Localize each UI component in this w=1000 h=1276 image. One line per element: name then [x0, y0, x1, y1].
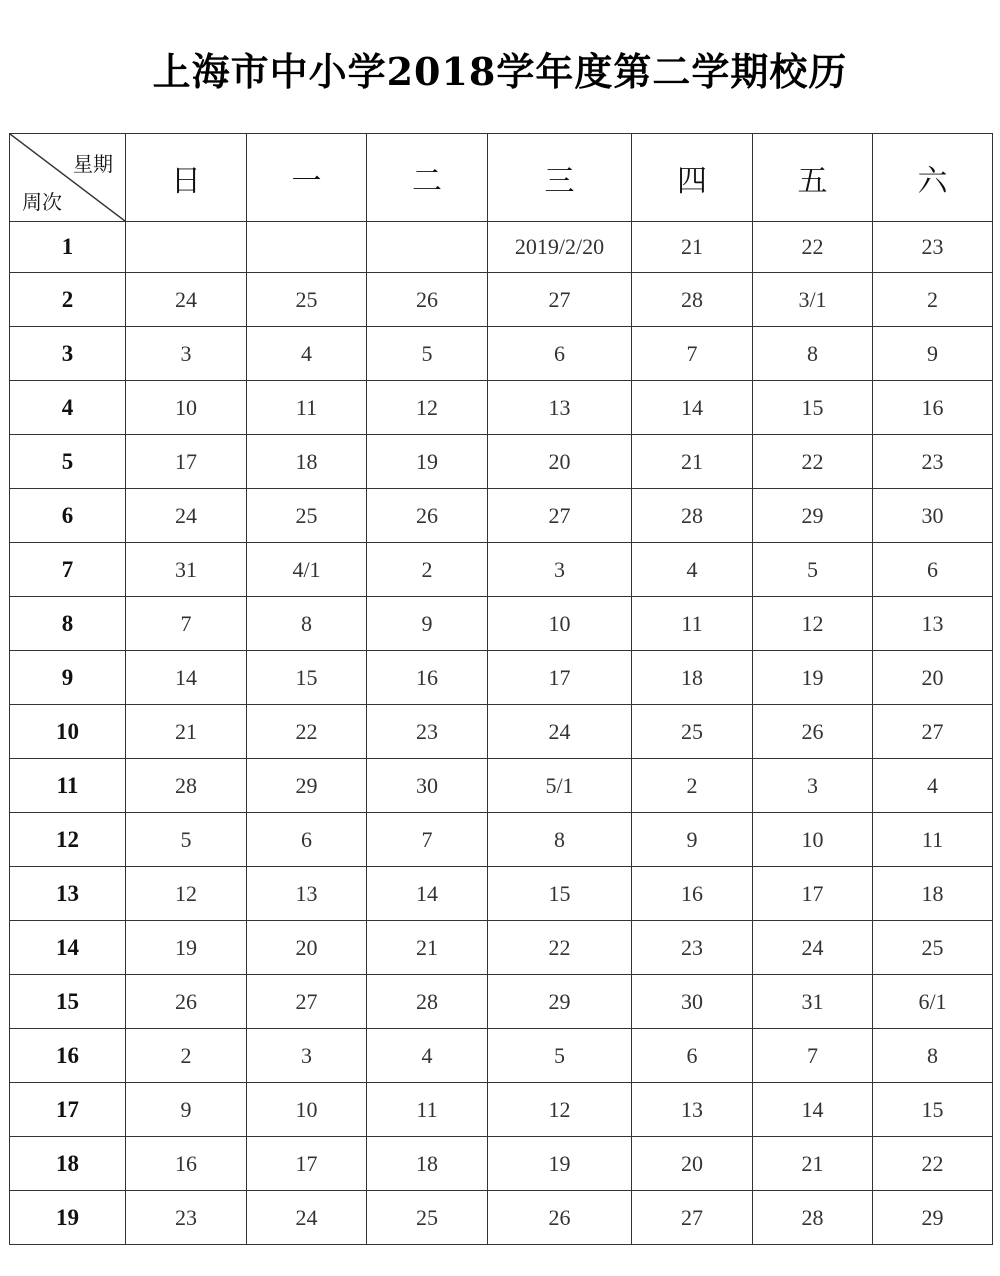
date-cell-fri: 19: [753, 651, 873, 705]
date-cell-fri: 28: [753, 1191, 873, 1245]
week-number-cell: 10: [10, 705, 126, 759]
week-row: [10, 435, 993, 489]
date-cell-thu: 7: [632, 327, 753, 381]
date-cell-mon: 15: [247, 651, 367, 705]
week-number-cell: 16: [10, 1029, 126, 1083]
date-cell-wed: 6: [488, 327, 632, 381]
date-cell-tue: 9: [367, 597, 488, 651]
date-cell-sun: 12: [126, 867, 247, 921]
week-row: [10, 1083, 993, 1137]
day-header-fri: 五: [753, 134, 873, 222]
date-cell-thu: 6: [632, 1029, 753, 1083]
date-cell-sat: 20: [873, 651, 993, 705]
date-cell-tue: 19: [367, 435, 488, 489]
week-number-axis-label: 周次: [22, 190, 62, 214]
week-number-cell: 5: [10, 435, 126, 489]
date-cell-thu: 27: [632, 1191, 753, 1245]
date-cell-tue: 28: [367, 975, 488, 1029]
date-cell-sun: 7: [126, 597, 247, 651]
day-header-mon: 一: [247, 134, 367, 222]
date-cell-tue: 18: [367, 1137, 488, 1191]
date-cell-mon: 10: [247, 1083, 367, 1137]
date-cell-mon: 25: [247, 273, 367, 327]
date-cell-sat: 29: [873, 1191, 993, 1245]
date-cell-wed: 15: [488, 867, 632, 921]
date-cell-fri: 3: [753, 759, 873, 813]
date-cell-sat: 9: [873, 327, 993, 381]
date-cell-tue: 30: [367, 759, 488, 813]
week-row: [10, 222, 993, 273]
week-row: [10, 921, 993, 975]
date-cell-tue: 21: [367, 921, 488, 975]
date-cell-sun: 3: [126, 327, 247, 381]
day-header-tue: 二: [367, 134, 488, 222]
date-cell-wed: 29: [488, 975, 632, 1029]
date-cell-wed: 5: [488, 1029, 632, 1083]
date-cell-fri: 7: [753, 1029, 873, 1083]
header-row: [10, 134, 993, 222]
date-cell-thu: 18: [632, 651, 753, 705]
week-number-cell: 9: [10, 651, 126, 705]
date-cell-thu: 30: [632, 975, 753, 1029]
date-cell-mon: 25: [247, 489, 367, 543]
date-cell-mon: 29: [247, 759, 367, 813]
date-cell-thu: 13: [632, 1083, 753, 1137]
week-number-cell: 6: [10, 489, 126, 543]
week-row: [10, 1029, 993, 1083]
date-cell-mon: 20: [247, 921, 367, 975]
date-cell-wed: 8: [488, 813, 632, 867]
date-cell-thu: 11: [632, 597, 753, 651]
date-cell-sun: [126, 222, 247, 273]
date-cell-thu: 20: [632, 1137, 753, 1191]
date-cell-sun: 31: [126, 543, 247, 597]
week-number-cell: 7: [10, 543, 126, 597]
date-cell-mon: 17: [247, 1137, 367, 1191]
date-cell-sat: 4: [873, 759, 993, 813]
date-cell-sat: 2: [873, 273, 993, 327]
date-cell-sat: 8: [873, 1029, 993, 1083]
date-cell-wed: 20: [488, 435, 632, 489]
date-cell-tue: 26: [367, 273, 488, 327]
date-cell-tue: 25: [367, 1191, 488, 1245]
date-cell-mon: 4/1: [247, 543, 367, 597]
week-number-cell: 17: [10, 1083, 126, 1137]
date-cell-thu: 9: [632, 813, 753, 867]
week-number-cell: 15: [10, 975, 126, 1029]
date-cell-sat: 22: [873, 1137, 993, 1191]
date-cell-wed: 27: [488, 489, 632, 543]
day-header-wed: 三: [488, 134, 632, 222]
date-cell-mon: 11: [247, 381, 367, 435]
date-cell-thu: 21: [632, 222, 753, 273]
date-cell-mon: 18: [247, 435, 367, 489]
date-cell-fri: 31: [753, 975, 873, 1029]
date-cell-sat: 16: [873, 381, 993, 435]
week-number-cell: 12: [10, 813, 126, 867]
date-cell-sat: 11: [873, 813, 993, 867]
date-cell-thu: 16: [632, 867, 753, 921]
school-calendar-table: [9, 133, 993, 1245]
date-cell-thu: 28: [632, 489, 753, 543]
week-number-cell: 1: [10, 222, 126, 273]
date-cell-tue: 4: [367, 1029, 488, 1083]
date-cell-tue: 26: [367, 489, 488, 543]
date-cell-fri: 17: [753, 867, 873, 921]
week-row: [10, 543, 993, 597]
calendar-body: [10, 222, 993, 1245]
corner-header-cell: [10, 134, 126, 222]
week-row: [10, 975, 993, 1029]
date-cell-sun: 10: [126, 381, 247, 435]
date-cell-fri: 22: [753, 435, 873, 489]
date-cell-mon: 24: [247, 1191, 367, 1245]
date-cell-sun: 2: [126, 1029, 247, 1083]
date-cell-wed: 26: [488, 1191, 632, 1245]
date-cell-tue: 2: [367, 543, 488, 597]
date-cell-fri: 3/1: [753, 273, 873, 327]
date-cell-sat: 30: [873, 489, 993, 543]
date-cell-thu: 4: [632, 543, 753, 597]
week-number-cell: 14: [10, 921, 126, 975]
date-cell-wed: 17: [488, 651, 632, 705]
date-cell-wed: 19: [488, 1137, 632, 1191]
week-row: [10, 489, 993, 543]
week-row: [10, 813, 993, 867]
week-row: [10, 1137, 993, 1191]
week-number-cell: 13: [10, 867, 126, 921]
date-cell-sun: 16: [126, 1137, 247, 1191]
week-number-cell: 18: [10, 1137, 126, 1191]
date-cell-thu: 25: [632, 705, 753, 759]
date-cell-sat: 13: [873, 597, 993, 651]
day-header-sun: 日: [126, 134, 247, 222]
date-cell-tue: 5: [367, 327, 488, 381]
date-cell-thu: 14: [632, 381, 753, 435]
date-cell-sun: 28: [126, 759, 247, 813]
date-cell-sat: 27: [873, 705, 993, 759]
date-cell-mon: [247, 222, 367, 273]
week-number-cell: 2: [10, 273, 126, 327]
date-cell-sun: 24: [126, 489, 247, 543]
date-cell-sat: 23: [873, 222, 993, 273]
date-cell-wed: 27: [488, 273, 632, 327]
date-cell-mon: 8: [247, 597, 367, 651]
date-cell-mon: 4: [247, 327, 367, 381]
date-cell-fri: 10: [753, 813, 873, 867]
page-title: 上海市中小学2018学年度第二学期校历: [152, 49, 848, 94]
week-row: [10, 273, 993, 327]
week-row: [10, 759, 993, 813]
date-cell-wed: 2019/2/20: [488, 222, 632, 273]
date-cell-tue: 7: [367, 813, 488, 867]
week-number-cell: 8: [10, 597, 126, 651]
date-cell-thu: 2: [632, 759, 753, 813]
date-cell-tue: 12: [367, 381, 488, 435]
week-row: [10, 651, 993, 705]
date-cell-tue: [367, 222, 488, 273]
date-cell-mon: 3: [247, 1029, 367, 1083]
date-cell-tue: 11: [367, 1083, 488, 1137]
date-cell-tue: 23: [367, 705, 488, 759]
date-cell-fri: 21: [753, 1137, 873, 1191]
date-cell-wed: 3: [488, 543, 632, 597]
date-cell-mon: 27: [247, 975, 367, 1029]
week-row: [10, 705, 993, 759]
date-cell-mon: 22: [247, 705, 367, 759]
date-cell-mon: 13: [247, 867, 367, 921]
date-cell-wed: 13: [488, 381, 632, 435]
date-cell-sun: 17: [126, 435, 247, 489]
date-cell-sat: 6: [873, 543, 993, 597]
date-cell-fri: 15: [753, 381, 873, 435]
date-cell-fri: 12: [753, 597, 873, 651]
date-cell-sat: 15: [873, 1083, 993, 1137]
date-cell-wed: 12: [488, 1083, 632, 1137]
week-number-cell: 11: [10, 759, 126, 813]
date-cell-sun: 23: [126, 1191, 247, 1245]
date-cell-sat: 23: [873, 435, 993, 489]
date-cell-sat: 25: [873, 921, 993, 975]
date-cell-fri: 29: [753, 489, 873, 543]
day-header-sat: 六: [873, 134, 993, 222]
week-number-cell: 3: [10, 327, 126, 381]
week-row: [10, 327, 993, 381]
date-cell-fri: 26: [753, 705, 873, 759]
date-cell-fri: 14: [753, 1083, 873, 1137]
week-row: [10, 381, 993, 435]
date-cell-sun: 26: [126, 975, 247, 1029]
date-cell-thu: 21: [632, 435, 753, 489]
date-cell-fri: 22: [753, 222, 873, 273]
date-cell-sat: 18: [873, 867, 993, 921]
date-cell-wed: 5/1: [488, 759, 632, 813]
date-cell-sun: 21: [126, 705, 247, 759]
week-row: [10, 867, 993, 921]
date-cell-wed: 22: [488, 921, 632, 975]
day-header-thu: 四: [632, 134, 753, 222]
date-cell-thu: 28: [632, 273, 753, 327]
weekday-axis-label: 星期: [73, 152, 113, 176]
date-cell-tue: 16: [367, 651, 488, 705]
week-number-cell: 4: [10, 381, 126, 435]
date-cell-sun: 14: [126, 651, 247, 705]
week-row: [10, 1191, 993, 1245]
date-cell-tue: 14: [367, 867, 488, 921]
date-cell-wed: 10: [488, 597, 632, 651]
date-cell-fri: 24: [753, 921, 873, 975]
date-cell-sun: 19: [126, 921, 247, 975]
date-cell-sun: 9: [126, 1083, 247, 1137]
date-cell-mon: 6: [247, 813, 367, 867]
date-cell-sun: 5: [126, 813, 247, 867]
date-cell-sun: 24: [126, 273, 247, 327]
date-cell-wed: 24: [488, 705, 632, 759]
date-cell-thu: 23: [632, 921, 753, 975]
date-cell-fri: 5: [753, 543, 873, 597]
week-row: [10, 597, 993, 651]
date-cell-fri: 8: [753, 327, 873, 381]
week-number-cell: 19: [10, 1191, 126, 1245]
date-cell-sat: 6/1: [873, 975, 993, 1029]
